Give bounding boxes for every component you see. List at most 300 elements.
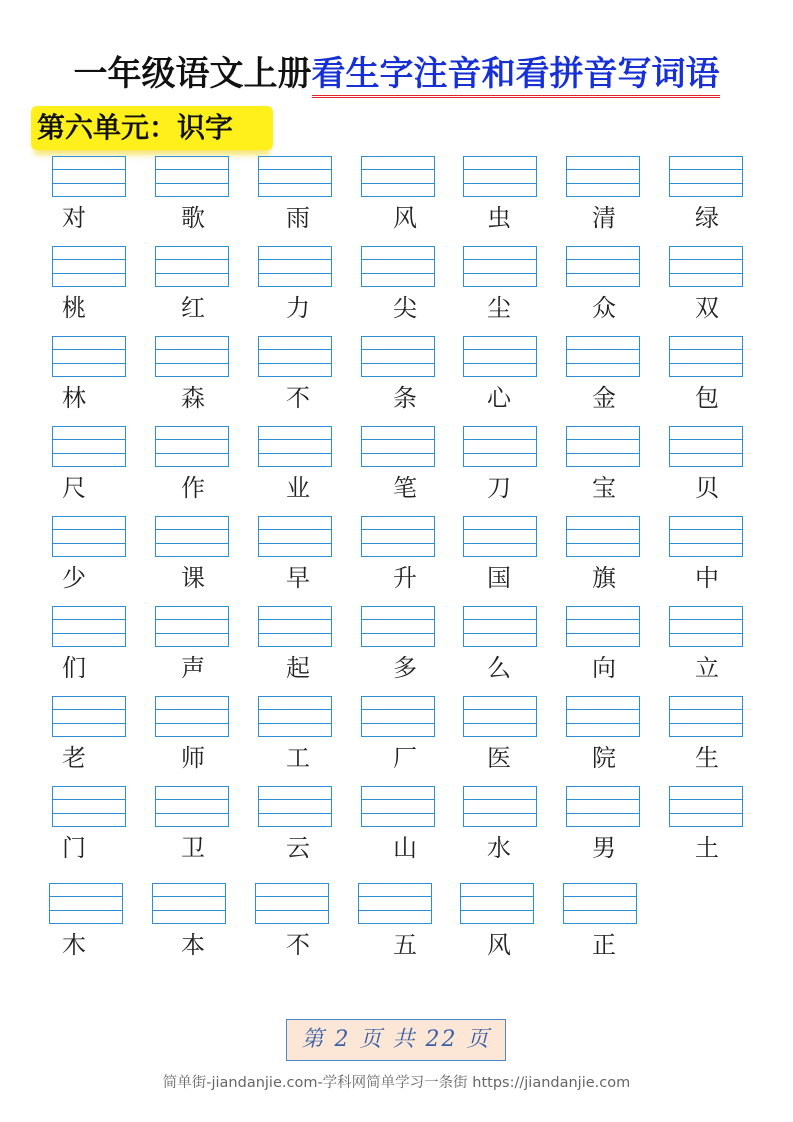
ruling-line	[259, 453, 331, 454]
ruling-line	[362, 363, 434, 364]
character-label: 卫	[181, 834, 205, 862]
character-cell	[361, 426, 471, 508]
character-cell	[155, 426, 265, 508]
ruling-line	[464, 439, 536, 440]
character-cell	[49, 883, 159, 965]
ruling-line	[156, 723, 228, 724]
character-label: 师	[181, 744, 205, 772]
pinyin-writing-box[interactable]	[52, 246, 126, 287]
ruling-line	[156, 813, 228, 814]
pinyin-writing-box[interactable]	[255, 883, 329, 924]
character-cell	[669, 336, 779, 418]
ruling-line	[359, 910, 431, 911]
pinyin-writing-box[interactable]	[669, 156, 743, 197]
ruling-line	[670, 259, 742, 260]
pinyin-writing-box[interactable]	[258, 606, 332, 647]
ruling-line	[153, 896, 225, 897]
character-label: 作	[181, 474, 205, 502]
character-label: 红	[181, 294, 205, 322]
ruling-line	[670, 529, 742, 530]
pinyin-writing-box[interactable]	[258, 696, 332, 737]
ruling-line	[53, 799, 125, 800]
ruling-line	[567, 543, 639, 544]
ruling-line	[53, 259, 125, 260]
character-cell	[155, 336, 265, 418]
pinyin-writing-box[interactable]	[463, 336, 537, 377]
character-cell	[155, 156, 265, 238]
pinyin-writing-box[interactable]	[155, 336, 229, 377]
pinyin-writing-box[interactable]	[52, 516, 126, 557]
character-label: 升	[393, 564, 417, 592]
ruling-line	[670, 633, 742, 634]
ruling-line	[567, 799, 639, 800]
character-cell	[155, 516, 265, 598]
character-label: 心	[487, 384, 511, 412]
pinyin-writing-box[interactable]	[258, 426, 332, 467]
pinyin-writing-box[interactable]	[566, 696, 640, 737]
ruling-line	[670, 619, 742, 620]
ruling-line	[156, 169, 228, 170]
ruling-line	[362, 529, 434, 530]
pinyin-writing-box[interactable]	[258, 336, 332, 377]
pinyin-writing-box[interactable]	[258, 246, 332, 287]
ruling-line	[362, 619, 434, 620]
ruling-line	[464, 813, 536, 814]
pinyin-writing-box[interactable]	[566, 426, 640, 467]
character-label: 男	[592, 834, 616, 862]
pinyin-writing-box[interactable]	[361, 696, 435, 737]
character-label: 国	[487, 564, 511, 592]
ruling-line	[362, 709, 434, 710]
ruling-line	[567, 453, 639, 454]
ruling-line	[259, 363, 331, 364]
pinyin-writing-box[interactable]	[669, 336, 743, 377]
ruling-line	[53, 453, 125, 454]
character-cell	[258, 246, 368, 328]
character-label: 正	[592, 931, 616, 959]
character-label: 木	[62, 931, 86, 959]
ruling-line	[156, 709, 228, 710]
character-cell	[52, 516, 162, 598]
character-label: 早	[286, 564, 310, 592]
character-label: 虫	[487, 204, 511, 232]
ruling-line	[259, 813, 331, 814]
footer-text: 简单街-jiandanjie.com-学科网简单学习一条街 https://jiandanjie.com	[162, 1075, 631, 1091]
character-cell	[566, 516, 676, 598]
pinyin-writing-box[interactable]	[460, 883, 534, 924]
ruling-line	[670, 723, 742, 724]
character-cell	[669, 786, 779, 868]
pinyin-writing-box[interactable]	[155, 786, 229, 827]
pinyin-writing-box[interactable]	[52, 606, 126, 647]
character-label: 对	[62, 204, 86, 232]
ruling-line	[53, 723, 125, 724]
ruling-line	[53, 633, 125, 634]
ruling-line	[362, 453, 434, 454]
character-label: 们	[62, 654, 86, 682]
character-cell	[669, 246, 779, 328]
character-cell	[258, 786, 368, 868]
ruling-line	[362, 183, 434, 184]
pinyin-writing-box[interactable]	[669, 786, 743, 827]
ruling-line	[259, 633, 331, 634]
pinyin-writing-box[interactable]	[669, 606, 743, 647]
ruling-line	[567, 183, 639, 184]
ruling-line	[259, 709, 331, 710]
ruling-line	[564, 910, 636, 911]
ruling-line	[362, 169, 434, 170]
ruling-line	[259, 183, 331, 184]
ruling-line	[53, 813, 125, 814]
pinyin-writing-box[interactable]	[566, 516, 640, 557]
character-label: 林	[62, 384, 86, 412]
character-label: 不	[286, 931, 310, 959]
ruling-line	[670, 543, 742, 544]
character-cell	[669, 696, 779, 778]
pinyin-writing-box[interactable]	[566, 246, 640, 287]
character-cell	[155, 696, 265, 778]
ruling-line	[670, 349, 742, 350]
pinyin-writing-box[interactable]	[463, 786, 537, 827]
ruling-line	[53, 363, 125, 364]
ruling-line	[567, 633, 639, 634]
character-cell	[155, 786, 265, 868]
ruling-line	[567, 349, 639, 350]
pinyin-writing-box[interactable]	[155, 426, 229, 467]
ruling-line	[464, 619, 536, 620]
unit-badge: 第六单元：识字	[31, 106, 273, 150]
character-cell	[566, 426, 676, 508]
ruling-line	[259, 169, 331, 170]
character-label: 众	[592, 294, 616, 322]
character-label: 课	[181, 564, 205, 592]
character-cell	[463, 516, 573, 598]
character-label: 工	[286, 744, 310, 772]
character-label: 老	[62, 744, 86, 772]
character-cell	[669, 516, 779, 598]
ruling-line	[156, 619, 228, 620]
ruling-line	[670, 453, 742, 454]
character-cell	[463, 696, 573, 778]
character-label: 条	[393, 384, 417, 412]
character-label: 厂	[393, 744, 417, 772]
ruling-line	[567, 439, 639, 440]
character-cell	[361, 156, 471, 238]
pinyin-writing-box[interactable]	[361, 426, 435, 467]
ruling-line	[156, 363, 228, 364]
ruling-line	[362, 439, 434, 440]
character-label: 清	[592, 204, 616, 232]
ruling-line	[464, 453, 536, 454]
ruling-line	[362, 273, 434, 274]
character-cell	[52, 786, 162, 868]
ruling-line	[670, 169, 742, 170]
character-cell	[258, 516, 368, 598]
pinyin-writing-box[interactable]	[463, 426, 537, 467]
pinyin-writing-box[interactable]	[52, 786, 126, 827]
pinyin-writing-box[interactable]	[669, 246, 743, 287]
pinyin-writing-box[interactable]	[361, 786, 435, 827]
ruling-line	[53, 273, 125, 274]
ruling-line	[156, 799, 228, 800]
pinyin-writing-box[interactable]	[258, 156, 332, 197]
ruling-line	[53, 543, 125, 544]
character-label: 医	[487, 744, 511, 772]
ruling-line	[464, 349, 536, 350]
ruling-line	[156, 183, 228, 184]
ruling-line	[53, 439, 125, 440]
character-label: 森	[181, 384, 205, 412]
character-cell	[566, 336, 676, 418]
character-label: 向	[592, 654, 616, 682]
pinyin-writing-box[interactable]	[49, 883, 123, 924]
character-cell	[361, 606, 471, 688]
ruling-line	[156, 259, 228, 260]
character-cell	[258, 426, 368, 508]
character-label: 刀	[487, 474, 511, 502]
ruling-line	[670, 439, 742, 440]
ruling-line	[670, 273, 742, 274]
ruling-line	[670, 363, 742, 364]
ruling-line	[50, 896, 122, 897]
character-label: 立	[695, 654, 719, 682]
character-label: 风	[487, 931, 511, 959]
character-label: 土	[695, 834, 719, 862]
character-cell	[566, 606, 676, 688]
character-label: 门	[62, 834, 86, 862]
character-label: 少	[62, 564, 86, 592]
ruling-line	[461, 910, 533, 911]
title-task-2: 看拼音写词语	[516, 54, 720, 98]
ruling-line	[256, 910, 328, 911]
character-cell	[463, 426, 573, 508]
pinyin-writing-box[interactable]	[155, 246, 229, 287]
ruling-line	[259, 273, 331, 274]
ruling-line	[259, 723, 331, 724]
character-cell	[258, 156, 368, 238]
character-label: 业	[286, 474, 310, 502]
ruling-line	[256, 896, 328, 897]
ruling-line	[567, 723, 639, 724]
ruling-line	[567, 709, 639, 710]
pinyin-writing-box[interactable]	[152, 883, 226, 924]
character-cell	[463, 156, 573, 238]
character-label: 旗	[592, 564, 616, 592]
pinyin-writing-box[interactable]	[358, 883, 432, 924]
ruling-line	[670, 183, 742, 184]
ruling-line	[156, 349, 228, 350]
ruling-line	[670, 709, 742, 710]
character-cell	[52, 246, 162, 328]
character-cell	[460, 883, 570, 965]
pinyin-writing-box[interactable]	[52, 156, 126, 197]
ruling-line	[362, 813, 434, 814]
pinyin-writing-box[interactable]	[361, 516, 435, 557]
ruling-line	[53, 709, 125, 710]
ruling-line	[259, 543, 331, 544]
character-label: 本	[181, 931, 205, 959]
pinyin-writing-box[interactable]	[669, 516, 743, 557]
ruling-line	[259, 439, 331, 440]
ruling-line	[156, 439, 228, 440]
character-label: 山	[393, 834, 417, 862]
ruling-line	[567, 363, 639, 364]
character-cell	[52, 606, 162, 688]
pinyin-writing-box[interactable]	[463, 606, 537, 647]
ruling-line	[156, 633, 228, 634]
character-label: 风	[393, 204, 417, 232]
ruling-line	[670, 799, 742, 800]
pinyin-writing-box[interactable]	[463, 516, 537, 557]
ruling-line	[464, 183, 536, 184]
character-label: 生	[695, 744, 719, 772]
ruling-line	[464, 259, 536, 260]
ruling-line	[567, 529, 639, 530]
ruling-line	[359, 896, 431, 897]
ruling-line	[53, 619, 125, 620]
ruling-line	[464, 709, 536, 710]
ruling-line	[567, 813, 639, 814]
ruling-line	[464, 723, 536, 724]
pinyin-writing-box[interactable]	[669, 696, 743, 737]
character-label: 中	[695, 564, 719, 592]
character-label: 云	[286, 834, 310, 862]
pinyin-writing-box[interactable]	[463, 246, 537, 287]
pinyin-writing-box[interactable]	[52, 336, 126, 377]
title-grade: 一年级语文上册	[73, 54, 312, 94]
character-cell	[258, 336, 368, 418]
page-indicator: 第 2 页 共 22 页	[286, 1019, 506, 1061]
character-label: 歌	[181, 204, 205, 232]
character-cell	[669, 426, 779, 508]
ruling-line	[362, 259, 434, 260]
character-cell	[152, 883, 262, 965]
ruling-line	[567, 169, 639, 170]
pinyin-writing-box[interactable]	[155, 156, 229, 197]
character-label: 水	[487, 834, 511, 862]
character-label: 起	[286, 654, 310, 682]
character-cell	[563, 883, 673, 965]
pinyin-writing-box[interactable]	[52, 426, 126, 467]
pinyin-writing-box[interactable]	[52, 696, 126, 737]
character-cell	[566, 696, 676, 778]
character-label: 绿	[695, 204, 719, 232]
character-label: 笔	[393, 474, 417, 502]
character-cell	[361, 696, 471, 778]
pinyin-writing-box[interactable]	[155, 606, 229, 647]
character-label: 贝	[695, 474, 719, 502]
ruling-line	[156, 273, 228, 274]
ruling-line	[362, 723, 434, 724]
ruling-line	[53, 169, 125, 170]
ruling-line	[464, 543, 536, 544]
ruling-line	[670, 813, 742, 814]
ruling-line	[362, 799, 434, 800]
character-cell	[258, 606, 368, 688]
character-label: 五	[393, 931, 417, 959]
pinyin-writing-box[interactable]	[361, 606, 435, 647]
pinyin-writing-box[interactable]	[155, 516, 229, 557]
character-cell	[669, 156, 779, 238]
ruling-line	[567, 273, 639, 274]
ruling-line	[464, 799, 536, 800]
character-cell	[358, 883, 468, 965]
character-cell	[258, 696, 368, 778]
character-cell	[52, 696, 162, 778]
character-cell	[361, 516, 471, 598]
character-cell	[155, 246, 265, 328]
ruling-line	[53, 183, 125, 184]
pinyin-writing-box[interactable]	[463, 696, 537, 737]
character-cell	[566, 786, 676, 868]
character-label: 包	[695, 384, 719, 412]
ruling-line	[259, 259, 331, 260]
ruling-line	[464, 273, 536, 274]
ruling-line	[464, 169, 536, 170]
ruling-line	[464, 633, 536, 634]
pinyin-writing-box[interactable]	[361, 156, 435, 197]
character-cell	[52, 336, 162, 418]
ruling-line	[362, 349, 434, 350]
character-cell	[463, 336, 573, 418]
ruling-line	[53, 529, 125, 530]
ruling-line	[156, 453, 228, 454]
ruling-line	[259, 529, 331, 530]
pinyin-writing-box[interactable]	[361, 246, 435, 287]
ruling-line	[461, 896, 533, 897]
character-label: 么	[487, 654, 511, 682]
ruling-line	[259, 619, 331, 620]
character-cell	[52, 156, 162, 238]
pinyin-writing-box[interactable]	[566, 606, 640, 647]
pinyin-writing-box[interactable]	[361, 336, 435, 377]
character-label: 院	[592, 744, 616, 772]
ruling-line	[259, 349, 331, 350]
character-cell	[52, 426, 162, 508]
character-cell	[669, 606, 779, 688]
character-cell	[255, 883, 365, 965]
pinyin-writing-box[interactable]	[566, 156, 640, 197]
ruling-line	[464, 363, 536, 364]
pinyin-writing-box[interactable]	[669, 426, 743, 467]
ruling-line	[362, 543, 434, 544]
ruling-line	[259, 799, 331, 800]
pinyin-writing-box[interactable]	[566, 336, 640, 377]
ruling-line	[156, 543, 228, 544]
pinyin-writing-box[interactable]	[155, 696, 229, 737]
title-task-1: 看生字注音	[312, 54, 482, 98]
pinyin-writing-box[interactable]	[566, 786, 640, 827]
ruling-line	[156, 529, 228, 530]
character-cell	[463, 246, 573, 328]
ruling-line	[464, 529, 536, 530]
pinyin-writing-box[interactable]	[258, 786, 332, 827]
ruling-line	[153, 910, 225, 911]
character-label: 尺	[62, 474, 86, 502]
character-cell	[463, 786, 573, 868]
character-label: 雨	[286, 204, 310, 232]
pinyin-writing-box[interactable]	[563, 883, 637, 924]
ruling-line	[564, 896, 636, 897]
ruling-line	[362, 633, 434, 634]
character-cell	[566, 246, 676, 328]
ruling-line	[567, 619, 639, 620]
character-label: 金	[592, 384, 616, 412]
character-label: 宝	[592, 474, 616, 502]
character-label: 声	[181, 654, 205, 682]
pinyin-writing-box[interactable]	[258, 516, 332, 557]
pinyin-writing-box[interactable]	[463, 156, 537, 197]
